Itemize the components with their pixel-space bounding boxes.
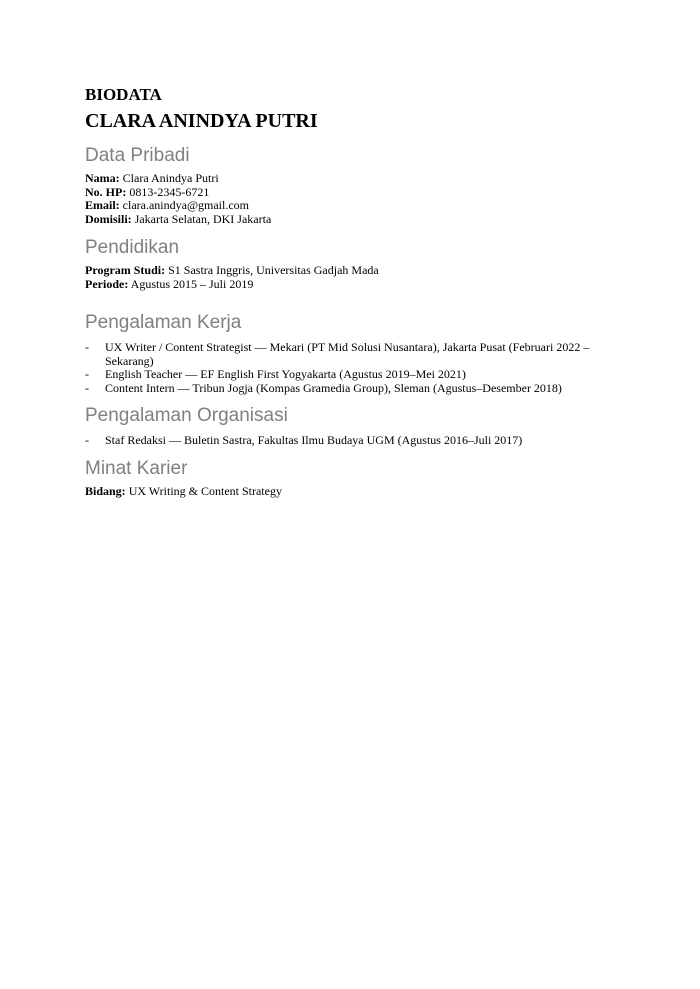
bullet-dash: - <box>85 433 89 447</box>
list-item-text: Content Intern — Tribun Jogja (Kompas Gramedia Group), Sleman (Agustus–Desember 2018) <box>105 380 562 395</box>
section-heading-organization: Pengalaman Organisasi <box>85 405 288 426</box>
field-period <box>85 278 605 292</box>
list-item <box>85 341 605 368</box>
education-fields <box>85 264 605 291</box>
section-heading-career: Minat Karier <box>85 457 188 479</box>
list-item <box>85 382 605 396</box>
person-name-title: CLARA ANINDYA PUTRI <box>85 110 318 132</box>
list-item <box>85 434 605 448</box>
field-name <box>85 172 605 186</box>
field-value: Clara Anindya Putri <box>122 171 219 185</box>
field-value: S1 Sastra Inggris, Universitas Gadjah Mada <box>168 263 379 277</box>
field-label: Domisili: <box>85 211 132 226</box>
career-fields <box>85 485 605 499</box>
field-label: Nama: <box>85 171 120 185</box>
field-domicile <box>85 213 605 227</box>
field-field-of-interest <box>85 485 605 499</box>
field-email <box>85 199 605 213</box>
personal-fields <box>85 172 605 226</box>
bullet-dash: - <box>85 367 89 381</box>
section-heading-personal: Data Pribadi <box>85 145 190 166</box>
field-label: Periode: <box>85 276 129 291</box>
list-item-text: UX Writer / Content Strategist — Mekari (PT Mid Solusi Nusantara), Jakarta Pusat (Februari 2022 – Sekarang) <box>105 340 590 368</box>
field-value: UX Writing & Content Strategy <box>128 483 282 498</box>
document-type-label: BIODATA <box>85 85 162 104</box>
field-phone <box>85 186 605 200</box>
field-label: Bidang: <box>85 483 126 498</box>
bullet-dash: - <box>85 340 89 354</box>
work-experience-section <box>85 311 605 395</box>
career-interest-section <box>85 457 605 499</box>
list-item <box>85 368 605 382</box>
field-value: Jakarta Selatan, DKI Jakarta <box>134 211 272 226</box>
section-heading-work: Pengalaman Kerja <box>85 312 242 333</box>
field-value: 0813-2345-6721 <box>129 184 210 199</box>
list-item-text: Staf Redaksi — Buletin Sastra, Fakultas Ilmu Budaya UGM (Agustus 2016–Juli 2017) <box>105 433 523 447</box>
field-study-program <box>85 264 605 278</box>
organization-experience-list <box>85 434 605 448</box>
field-value: clara.anindya@gmail.com <box>122 198 250 212</box>
bullet-dash: - <box>85 380 89 395</box>
work-experience-list <box>85 341 605 395</box>
education-section <box>85 236 605 291</box>
field-value: Agustus 2015 – Juli 2019 <box>130 276 254 291</box>
section-heading-education: Pendidikan <box>85 237 180 258</box>
field-label: Program Studi: <box>85 263 166 277</box>
field-label: Email: <box>85 198 120 212</box>
list-item-text: English Teacher — EF English First Yogyakarta (Agustus 2019–Mei 2021) <box>105 367 466 381</box>
personal-data-section <box>85 144 605 226</box>
biodata-document <box>85 84 605 498</box>
organization-experience-section <box>85 404 605 448</box>
field-label: No. HP: <box>85 184 127 199</box>
